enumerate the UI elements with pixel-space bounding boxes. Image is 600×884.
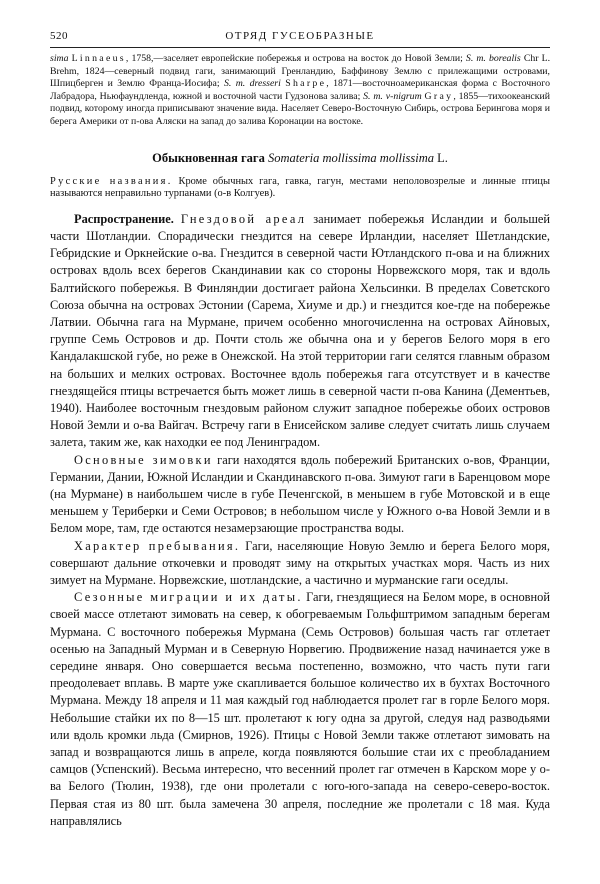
prev-latin-3: S. m. dresseri (223, 78, 281, 90)
migration-term: Сезонные миграции и их даты. (74, 590, 303, 605)
book-page (50, 30, 550, 830)
body-text (50, 211, 550, 830)
paragraph-residency (50, 538, 550, 590)
prev-latin-2: S. m. borealis (465, 53, 521, 64)
prev-author-1: Linnaeus (71, 53, 126, 64)
page-header (50, 30, 550, 42)
prev-text-2: , 1824—северный подвид гаги, занимающий Гренландию, Баффинову Землю с прилежащими островами, Шпицберген и Землю Франца-Иосифа; (50, 65, 550, 90)
species-author: L. (437, 150, 448, 165)
wintering-term: Основные зимовки (74, 452, 213, 467)
russian-names-label: Русские названия. (50, 175, 173, 187)
migration-text: Гаги, гнездящиеся на Белом море, в основной своей массе отлетают зимовать на север, к обогреваемым Гольфштримом западным берегам Мурмана. С восточного побережья Мурмана (Семь Островов) большая часть гаг отлетает осенью на Западный Мурман и в Северную Норвегию. Продвижение назад начинается уже в середине января. Оно совершается весьма постепенно, возможно, что часть пути гаги преодолевает вплавь. В марте уже скапливается большое количество их в бухтах Восточного Мурмана. Между 18 апреля и 11 мая каждый год наблюдается пролет гаг в горле Белого моря. Небольшие стайки их по 8—15 шт. пролетают к югу одна за другой, следуя над разводьями или вдоль кромки льда (Смирнов, 1926). Птицы с Новой Земли также отлетают зимовать на запад и возвращаются лишь в апреле, когда появляются большие стаи их с преобладанием самцов (Успенский). Весьма интересно, что весенний пролет гаг отмечен в Карском море у о-ва Белого (Тюлин, 1938), где они пролетали с юго-юго-запада на северо-северо-восток. Первая стая из 80 шт. была замечена 30 апреля, последние же пролетали с 18 мая. Куда направлялись (50, 590, 550, 828)
paragraph-migration (50, 589, 550, 830)
paragraph-wintering (50, 452, 550, 538)
paragraph-distribution (50, 211, 550, 452)
prev-author-2: Chr L. Brehm (50, 53, 551, 77)
previous-section-text (50, 53, 550, 129)
prev-text-4: , 1855—тихоокеанский подвид, которому иногда приписывают значение вида. Населяет Северо-Восточную Сибирь, острова Берингова моря и берега Америки от п-ова Аляски на запад до залива Коронации на востоке. (50, 90, 551, 127)
species-latin-name: Somateria mollissima mollissima (268, 150, 434, 165)
prev-latin-1: sima (50, 53, 69, 64)
header-rule (50, 47, 550, 48)
prev-author-4: Gray (424, 90, 454, 102)
russian-names-block (50, 176, 550, 201)
running-title: ОТРЯД ГУСЕОБРАЗНЫЕ (225, 30, 375, 42)
russian-names-text: Кроме обычных гага, гавка, гагун, местами неполовозрелые и линные птицы называются неправильно турпанами (о-в Колгуев). (50, 175, 550, 200)
prev-author-3: Sharpe (285, 78, 327, 90)
prev-text-1: , 1758,—заселяет европейские побережья и острова на восток до Новой Земли; (125, 53, 463, 64)
residency-term: Характер пребывания. (74, 538, 241, 553)
breeding-range-term: Гнездовой ареал (180, 211, 307, 226)
page-number: 520 (50, 30, 68, 42)
residency-text: Гаги, населяющие Новую Землю и берега Белого моря, совершают дальние откочевки и проводят зиму на открытых участках моря. Часть из них зимует на Мурмане. Норвежские, шотландские, а частично и мурманские гаги оседлы. (50, 538, 550, 588)
species-title (50, 151, 550, 166)
distribution-heading: Распространение. (74, 211, 174, 226)
prev-latin-4: S. m. v-nigrum (363, 90, 422, 102)
distribution-text: занимает побережья Исландии и большей части Шотландии. Спорадически гнездится на севере Ирландии, населяет Шетландские, Гебридские и Оркнейские о-ва. Гнездится в северной части Ютландского п-ова и на ближних островах вдоль всех берегов Скандинавии как со стороны Норвежского моря, так и вдоль Балтийского побережья. В Финляндии достигает района Хельсинки. В пределах Советского Союза обычна на островах Эстонии (Сарема, Хиуме и др.) и гнездится кое-где на побережье Латвии. Обычна гага на Мурмане, причем особенно многочисленна на островах Айновых, группе Семь Островов и др. Почти столь же обычна она и у берегов Белого моря в его Кандалакшской губе, но реже в Онежской. На этой территории гаги селятся главным образом на больших и мелких островах. Восточнее вдоль побережья гага отсутствует и в качестве гнездящейся птицы встречается быть может лишь в северной части п-ова Канина (Дементьев, 1940). Наиболее восточным гнездовым районом служит западное побережье обоих островов Новой Земли и о-ва Вайгач. Встречу гаги в Енисейском заливе следует считать лишь случаем залета, таким же, как находки ее под Ленинградом. (50, 211, 550, 450)
species-russian-name: Обыкновенная гага (152, 150, 265, 165)
prev-text-3: , 1871—восточноамериканская форма с Восточного Лабрадора, Ньюфаундленда, южной и восточной части Гудзонова залива; (50, 78, 550, 102)
wintering-text: гаги находятся вдоль побережий Британских о-вов, Франции, Германии, Дании, Южной Исландии и Скандинавского п-ова. Зимуют гаги в Баренцовом море (на Мурмане) в наибольшем числе в губе Печенгской, в меньшем в губе Мотовской и в еще меньшем у Териберки и Семи Островов; в небольшом числе у Южного о-ва Новой Земли и в Белом море, там, где остаются незамерзающие пространства воды. (50, 452, 550, 536)
